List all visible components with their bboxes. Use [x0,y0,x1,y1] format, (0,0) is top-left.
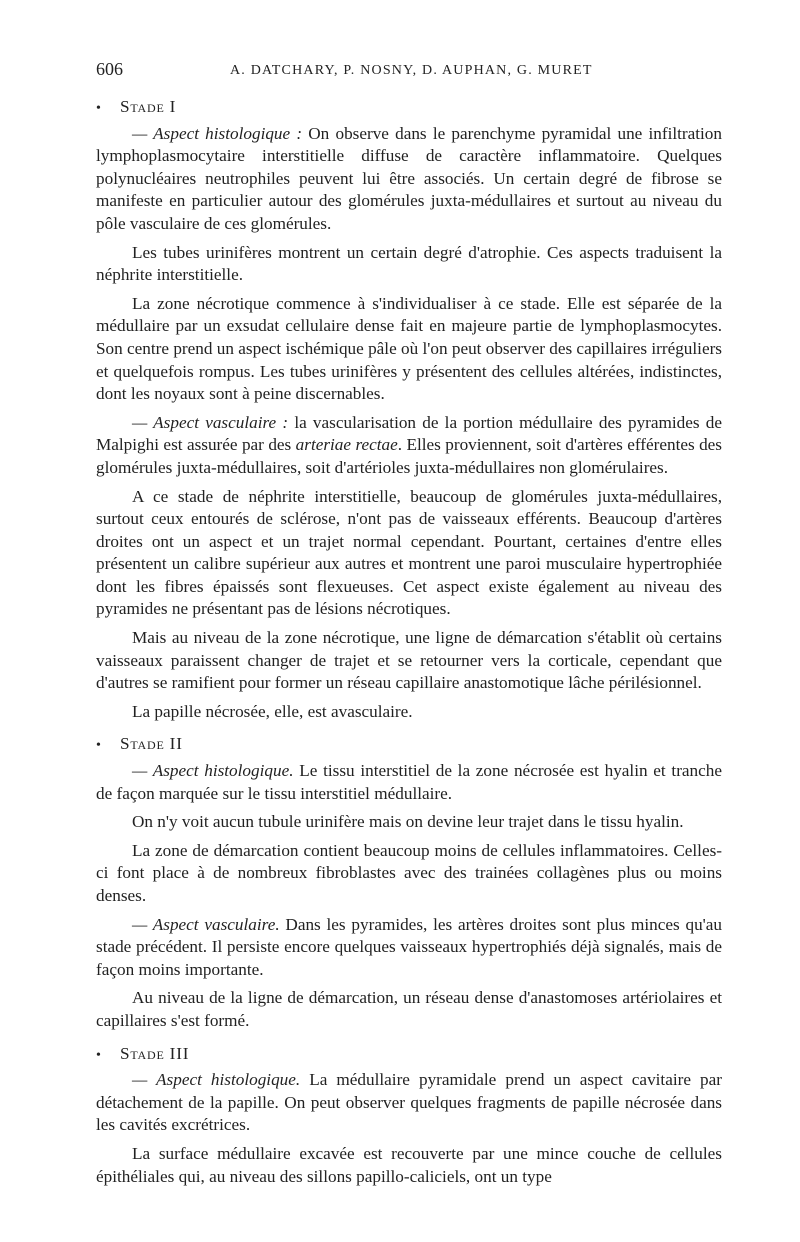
paragraph-text: Le tissu interstitiel de la zone nécrosée est hyalin et tranche de façon marquée sur le tissu interstitiel médullaire. [96,761,722,803]
page-header [96,58,722,84]
paragraph [96,1069,722,1137]
paragraph-text: . Elles proviennent, soit d'artères efférentes des glomérules juxta-médullaires, soit d'artérioles juxta-médullaires non glomérulaires. [96,435,722,477]
paragraph-text: La médullaire pyramidale prend un aspect cavitaire par détachement de la papille. On peut observer quelques fragments de papille nécrosée dans les cavités excrétrices. [96,1070,722,1135]
paragraph [96,914,722,982]
paragraph: On n'y voit aucun tubule urinifère mais on devine leur trajet dans le tissu hyalin. [132,812,684,832]
paragraph-text: Dans les pyramides, les artères droites sont plus minces qu'au stade précédent. Il persiste encore quelques vaisseaux hypertrophiés déjà signalés, mais de façon moins importante. [96,914,722,979]
paragraph: Au niveau de la ligne de démarcation, un réseau dense d'anastomoses artériolaires et capillaires s'est formé. [96,988,722,1030]
paragraph-lead: — Aspect histologique. [132,761,294,781]
paragraph-text: On observe dans le parenchyme pyramidal une infiltration lymphoplasmocytaire interstitielle diffuse de caractère inflammatoire. Quelques polynucléaires neutrophiles peuvent lui être associés. Un certain degré de fibrose se manifeste en particulier autour des glomérules juxta-médullaires et surtout au niveau du pôle vasculaire de ces glomérules. [96,123,722,233]
section-heading-stade-1 [96,96,722,121]
journal-page [96,58,722,1194]
section-title: Stade II [120,734,183,754]
bullet-icon: • [96,101,101,116]
paragraph [96,412,722,480]
paragraph: La papille nécrosée, elle, est avasculaire. [132,701,413,721]
paragraph: La surface médullaire excavée est recouverte par une mince couche de cellules épithéliales qui, au niveau des sillons papillo-caliciels, ont un type [96,1143,722,1186]
paragraph-lead: — Aspect histologique. [132,1070,301,1090]
paragraph: Les tubes urinifères montrent un certain degré d'atrophie. Ces aspects traduisent la néphrite interstitielle. [96,242,722,285]
paragraph: La zone nécrotique commence à s'individualiser à ce stade. Elle est séparée de la médullaire par un exsudat cellulaire dense fait en majeure partie de lymphoplasmocytes. Son centre prend un aspect ischémique pâle où l'on peut observer des capillaires irréguliers et quelquefois rompus. Les tubes urinifères y présentent des cellules altérées, indistinctes, dont les noyaux sont à peine discernables. [96,293,722,404]
paragraph [96,123,722,236]
paragraph [96,760,722,805]
paragraph: Mais au niveau de la zone nécrotique, une ligne de démarcation s'établit où certains vaisseaux paraissent changer de trajet et se retourner vers la corticale, cependant que d'autres se ramifient pour former un réseau capillaire anastomotique lâche périlésionnel. [96,628,722,693]
page-number: 606 [96,59,123,79]
italic-term: arteriae rectae [295,435,398,455]
section-title: Stade III [120,1043,190,1063]
paragraph-text: la vascularisation de la portion médullaire des pyramides de Malpighi est assurée par des [96,412,722,455]
bullet-icon: • [96,1047,101,1063]
section-heading-stade-2 [96,733,722,758]
section-heading-stade-3 [96,1043,722,1068]
paragraph-lead: — Aspect vasculaire : [132,412,289,432]
paragraph: La zone de démarcation contient beaucoup moins de cellules inflammatoires. Celles-ci font place à de nombreux fibroblastes avec des trainées collagènes plus ou moins denses. [96,840,722,905]
section-title: Stade I [120,97,177,116]
running-head-authors: A. DATCHARY, P. NOSNY, D. AUPHAN, G. MURET [230,63,593,78]
paragraph-lead: — Aspect vasculaire. [132,914,280,934]
paragraph: A ce stade de néphrite interstitielle, beaucoup de glomérules juxta-médullaires, surtout ceux entourés de sclérose, n'ont pas de vaisseaux efférents. Beaucoup d'artères droites ont un aspect et un trajet normal cependant. Pourtant, certaines d'entre elles présentent un calibre supérieur aux autres et montrent une paroi musculaire hypertrophiée dont les fibres épaissés sont flexueuses. Cet aspect existe également au niveau des pyramides ne présentant pas de lésions nécrotiques. [96,486,722,619]
bullet-icon: • [96,738,101,754]
paragraph-lead: — Aspect histologique : [132,123,303,143]
